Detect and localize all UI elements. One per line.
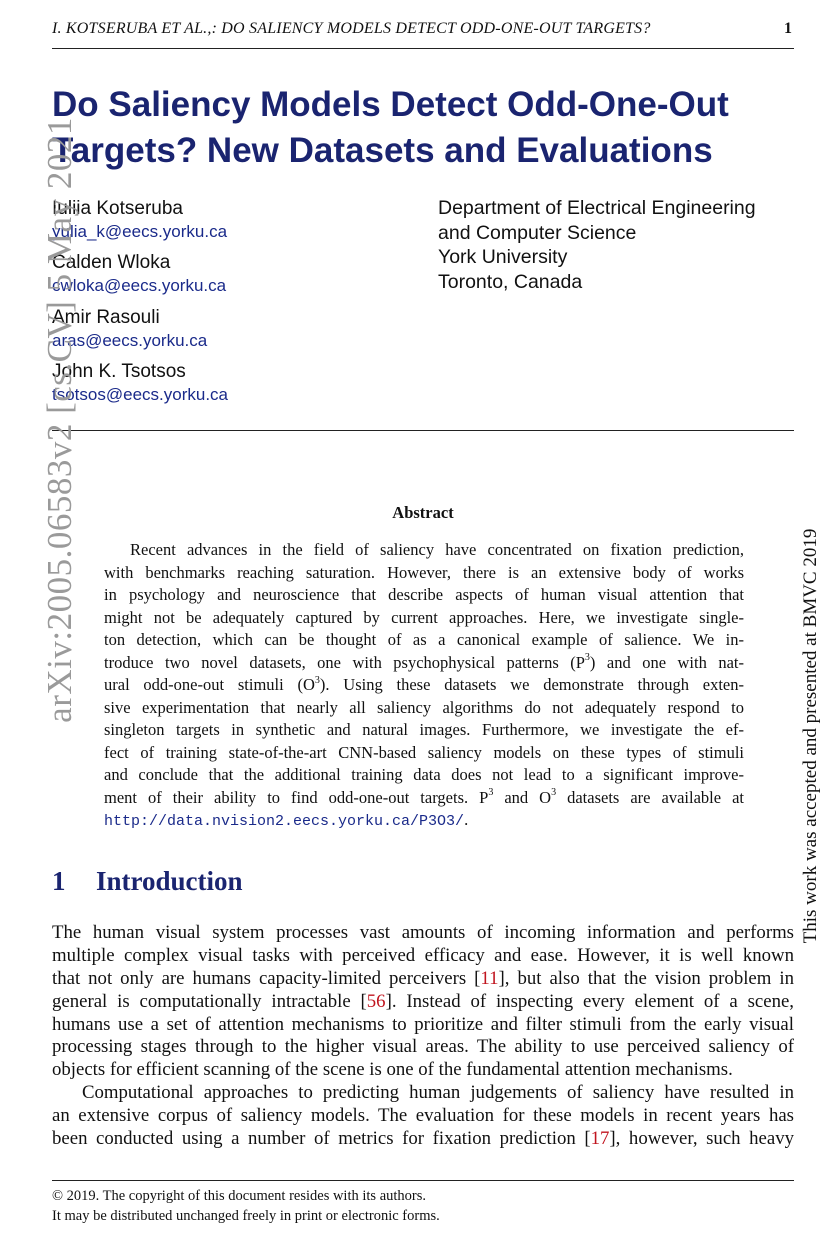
copyright-footer [52,1186,440,1226]
body-line: processing stages through to the higher visual areas. The ability to use perceived saliency of [52,1036,794,1058]
title-line-2: Targets? New Datasets and Evaluations [52,131,713,170]
author-name: Amir Rasouli [52,307,160,328]
footer-rule [52,1180,794,1181]
author-name: Iuliia Kotseruba [52,198,183,219]
body-line: general is computationally intractable [56]. Instead of inspecting every element of a scene, [52,990,794,1012]
abstract-line: Recent advances in the field of saliency have concentrated on fixation prediction, [130,540,744,559]
body-line: humans use a set of attention mechanisms to prioritize and filter stimuli from the early visual [52,1013,794,1035]
abstract-line: in psychology and neuroscience that describe aspects of human visual attention that [104,585,744,604]
section-heading [52,866,243,897]
abstract-heading: Abstract [392,503,454,522]
body-line: that not only are humans capacity-limited perceivers [11], but also that the vision problem in [52,967,794,989]
footer-line: © 2019. The copyright of this document resides with its authors. [52,1188,427,1204]
footer-line: It may be distributed unchanged freely in print or electronic forms. [52,1208,440,1224]
author-email[interactable]: cwloka@eecs.yorku.ca [52,276,227,295]
abstract-line: with benchmarks reaching saturation. However, there is an extensive body of works [104,562,744,582]
affiliation-line: Department of Electrical Engineering [438,197,756,219]
author-name: John K. Tsotsos [52,361,186,382]
abstract-line: sive experimentation that nearly all saliency algorithms do not adequately respond to [104,697,744,717]
running-header [52,20,794,46]
citation-link[interactable]: 11 [480,967,499,989]
abstract-line: fect of training state-of-the-art CNN-based saliency models on these types of stimuli [104,742,744,762]
header-rule [52,48,794,49]
page-number: 1 [784,20,792,37]
abstract-line: ton detection, which can be thought of as a canonical example of salience. We in- [104,630,744,649]
abstract-line: troduce two novel datasets, one with psychophysical patterns $(P^3)$ and one with nat- [104,652,744,672]
abstract-line: http://data.nvision2.eecs.yorku.ca/P3O3/. [104,810,469,830]
citation-link[interactable]: 17 [590,1128,610,1150]
introduction-body [52,922,794,1151]
affiliation-line: and Computer Science [438,221,637,244]
author-email[interactable]: aras@eecs.yorku.ca [52,331,208,350]
body-line: The human visual system processes vast amounts of incoming information and performs [52,922,794,943]
author-name: Calden Wloka [52,252,171,273]
abstract-body [104,539,744,832]
title-line-1: Do Saliency Models Detect Odd-One-Out [52,85,729,124]
author-email[interactable]: tsotsos@eecs.yorku.ca [52,385,228,404]
venue-note-text: This work was accepted and presented at BMVC 2019 [800,528,821,944]
arxiv-identifier: arXiv:2005.06583v2 [cs.CV] 5 May 2021 [40,117,79,723]
abstract-line: ment of their ability to find odd-one-out targets. $P^3$ and $O^3$ datasets are available at [104,787,744,807]
body-line: objects for efficient scanning of the scene is one of the fundamental attention mechanisms. [52,1059,733,1081]
title-rule [52,430,794,431]
author-email[interactable]: yulia_k@eecs.yorku.ca [52,222,228,241]
body-line: multiple complex visual tasks with perceived efficacy and ease. However, it is well known [52,944,794,966]
affiliation-line: Toronto, Canada [438,270,583,293]
body-line: been conducted using a number of metrics for fixation prediction [17], however, such heavy [52,1128,794,1150]
abstract-line: singleton targets in synthetic and natural images. Furthermore, we investigate the ef- [104,720,744,739]
paper-title [52,82,792,174]
abstract-line: and conclude that the additional training data does not lead to a significant improve- [104,765,744,784]
body-line: an extensive corpus of saliency models. The evaluation for these models in recent years has [52,1105,794,1127]
dataset-link[interactable]: http://data.nvision2.eecs.yorku.ca/P3O3/ [104,813,465,830]
abstract-line: might not be adequately captured by current approaches. Here, we investigate single- [104,607,744,627]
section-title: Introduction [96,866,243,896]
citation-link[interactable]: 56 [366,990,386,1012]
affiliation [438,196,756,294]
section-number: 1 [52,866,66,896]
abstract-line: ural odd-one-out stimuli $(O^3)$. Using these datasets we demonstrate through exten- [104,674,744,694]
running-title: I. KOTSERUBA ET AL.,: DO SALIENCY MODELS DETECT ODD-ONE-OUT TARGETS? [52,20,651,37]
body-line: Computational approaches to predicting human judgements of saliency have resulted in [82,1082,794,1104]
affiliation-line: York University [438,246,568,268]
